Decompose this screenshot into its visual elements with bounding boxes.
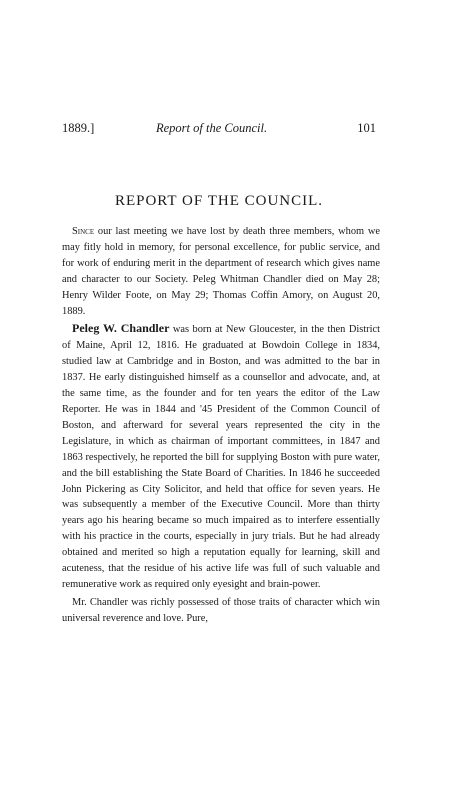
running-head — [62, 121, 376, 139]
paragraph-intro-text: our last meeting we have lost by death three members, whom we may fitly hold in memory, for personal excellence, for public service, and for work of enduring merit in the department of research which gives name and character to our Society. Peleg Whitman Chandler died on May 28; Henry Wilder Foote, on May 29; Thomas Coffin Amory, on August 20, 1889. — [62, 226, 380, 317]
paragraph-chandler-text: was born at New Gloucester, in the then District of Maine, April 12, 1816. He graduated at Bowdoin College in 1834, studied law at Cambridge and in Boston, and was admitted to the bar in 1837. He early distinguished himself as a counsellor and advocate, and, at the same time, as the founder and for ten years the editor of the Law Reporter. He was in 1844 and '45 President of the Common Council of Boston, and afterward for several years represented the city in the Legislature, in which as chairman of important committees, in 1847 and 1863 respectively, he reported the bill for supplying Boston with pure water, and the bill establishing the State Board of Charities. In 1846 he succeeded John Pickering as City Solicitor, and held that office for seven years. He was subsequently a member of the Executive Council. More than thirty years ago his hearing became so much impaired as to interfere essentially with his practice in the courts, especially in jury trials. But he had already obtained and merited so high a reputation equally for learning, skill and acuteness, that the residue of his active life was full of such valuable and remunerative work as required only eyesight and brain-power. — [62, 324, 380, 590]
page-number: 101 — [357, 121, 376, 135]
paragraph-chandler — [62, 321, 380, 592]
subject-name: Peleg W. Chandler — [72, 321, 170, 336]
body-text — [62, 224, 380, 629]
paragraph-character-text: Mr. Chandler was richly possessed of those traits of character which win universal reverence and love. Pure, — [62, 596, 380, 624]
lead-word: Since — [72, 226, 95, 237]
header-year: 1889.] — [62, 121, 95, 135]
paragraph-intro — [62, 224, 380, 319]
header-title: Report of the Council. — [156, 121, 268, 135]
paragraph-character — [62, 595, 380, 627]
section-title: REPORT OF THE COUNCIL. — [114, 193, 324, 209]
